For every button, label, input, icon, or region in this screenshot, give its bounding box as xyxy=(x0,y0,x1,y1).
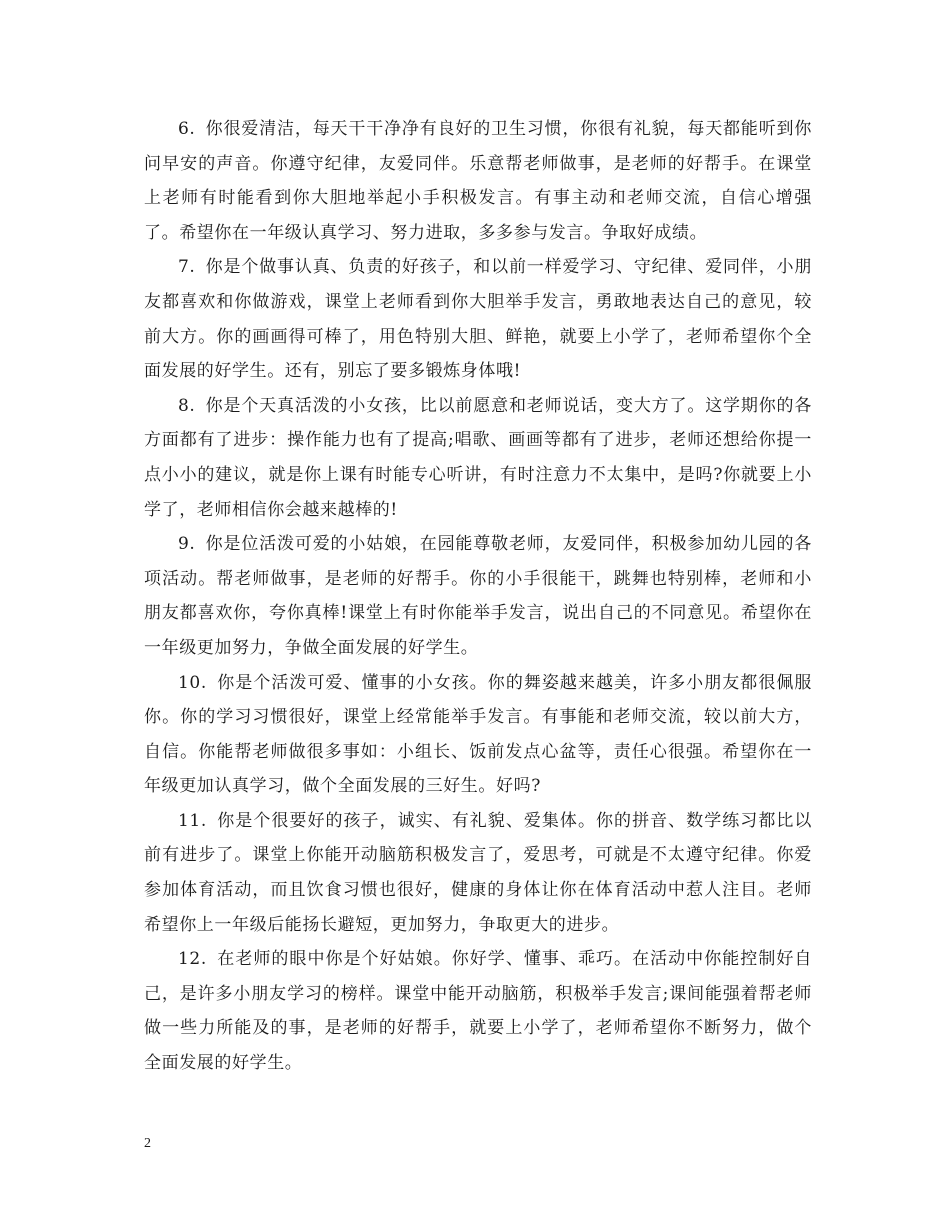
paragraph-text: 你是个天真活泼的小女孩，比以前愿意和老师说话，变大方了。这学期你的各方面都有了进步：操作能力也有了提高;唱歌、画画等都有了进步，老师还想给你提一点小小的建议，就是你上课有时能专心听讲，有时注意力不太集中，是吗?你就要上小学了，老师相信你会越来越棒的! xyxy=(144,395,812,520)
paragraph-8 xyxy=(144,389,812,527)
paragraph-11 xyxy=(144,804,812,942)
paragraph-number: 7. xyxy=(178,257,196,278)
paragraph-number: 11. xyxy=(178,810,207,831)
paragraph-9 xyxy=(144,527,812,665)
paragraph-6 xyxy=(144,112,812,250)
paragraph-number: 6. xyxy=(178,119,196,139)
paragraph-text: 你是个活泼可爱、懂事的小女孩。你的舞姿越来越美，许多小朋友都很佩服你。你的学习习惯很好，课堂上经常能举手发言。有事能和老师交流，较以前大方，自信。你能帮老师做很多事如：小组长、饭前发点心盆等，责任心很强。希望你在一年级更加认真学习，做个全面发展的三好生。好吗? xyxy=(144,672,812,797)
paragraph-7 xyxy=(144,250,812,388)
paragraph-number: 9. xyxy=(178,534,196,555)
paragraph-text: 你是位活泼可爱的小姑娘，在园能尊敬老师，友爱同伴，积极参加幼儿园的各项活动。帮老师做事，是老师的好帮手。你的小手很能干，跳舞也特别棒，老师和小朋友都喜欢你，夸你真棒!课堂上有时你能举手发言，说出自己的不同意见。希望你在一年级更加努力，争做全面发展的好学生。 xyxy=(144,534,812,658)
document-body xyxy=(144,112,812,1081)
paragraph-text: 你很爱清洁，每天干干净净有良好的卫生习惯，你很有礼貌，每天都能听到你问早安的声音。你遵守纪律，友爱同伴。乐意帮老师做事，是老师的好帮手。在课堂上老师有时能看到你大胆地举起小手积极发言。有事主动和老师交流，自信心增强了。希望你在一年级认真学习、努力进取，多多参与发言。争取好成绩。 xyxy=(144,119,812,243)
paragraph-text: 你是个很要好的孩子，诚实、有礼貌、爱集体。你的拼音、数学练习都比以前有进步了。课堂上你能开动脑筋积极发言了，爱思考，可就是不太遵守纪律。你爱参加体育活动，而且饮食习惯也很好，健康的身体让你在体育活动中惹人注目。老师希望你上一年级后能扬长避短，更加努力，争取更大的进步。 xyxy=(144,810,812,935)
paragraph-number: 12. xyxy=(178,949,207,970)
paragraph-10 xyxy=(144,666,812,804)
paragraph-text: 你是个做事认真、负责的好孩子，和以前一样爱学习、守纪律、爱同伴，小朋友都喜欢和你做游戏，课堂上老师看到你大胆举手发言，勇敢地表达自己的意见，较前大方。你的画画得可棒了，用色特别大胆、鲜艳，就要上小学了，老师希望你个全面发展的好学生。还有，别忘了要多锻炼身体哦! xyxy=(144,257,812,382)
paragraph-12 xyxy=(144,942,812,1080)
paragraph-number: 10. xyxy=(178,672,207,693)
paragraph-text: 在老师的眼中你是个好姑娘。你好学、懂事、乖巧。在活动中你能控制好自己，是许多小朋友学习的榜样。课堂中能开动脑筋，积极举手发言;课间能强着帮老师做一些力所能及的事，是老师的好帮手，就要上小学了，老师希望你不断努力，做个全面发展的好学生。 xyxy=(144,949,812,1074)
page-number: 2 xyxy=(144,1136,151,1151)
paragraph-number: 8. xyxy=(178,395,196,416)
